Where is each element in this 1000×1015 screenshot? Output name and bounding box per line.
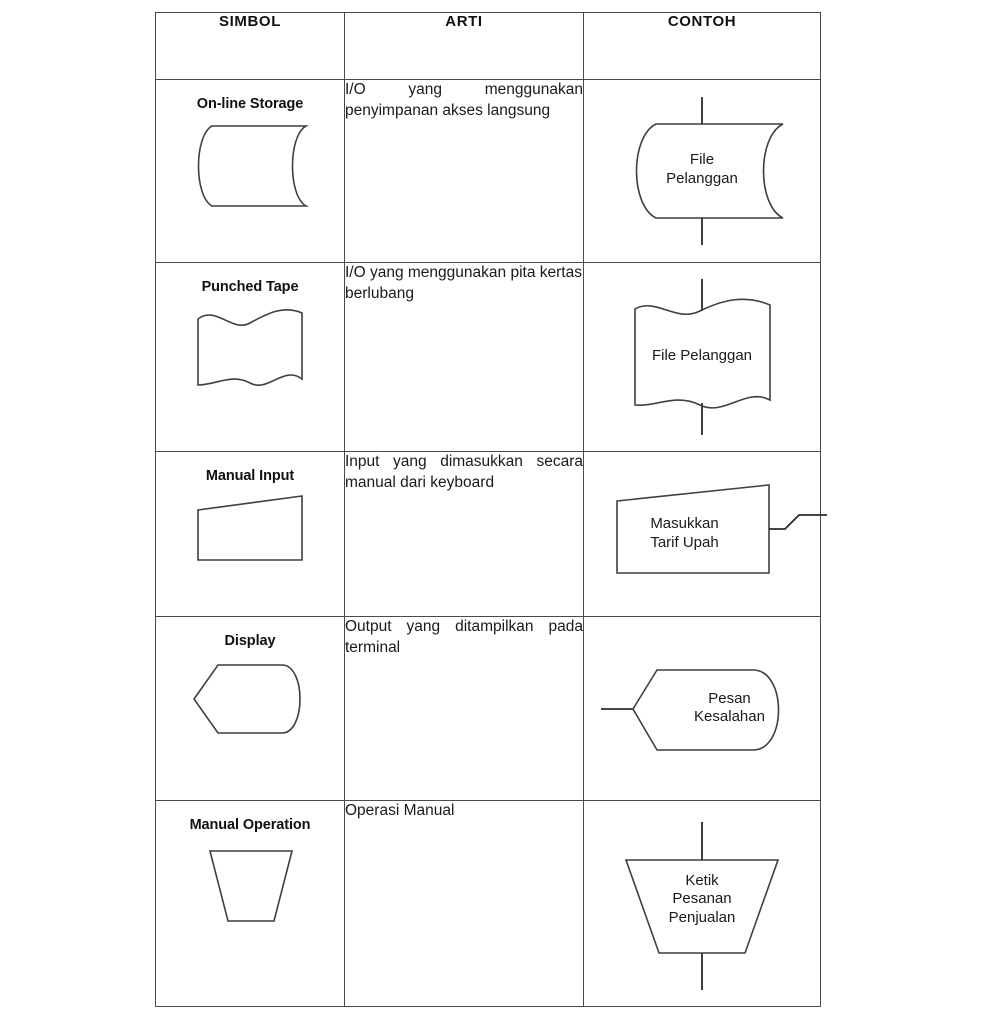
meaning-cell-manual-operation xyxy=(345,801,584,1007)
symbol-cell-online-storage xyxy=(156,80,345,263)
table-row xyxy=(156,263,821,452)
column-header-contoh-label: CONTOH xyxy=(667,13,737,30)
table-row xyxy=(156,617,821,801)
meaning-text: Input yang dimasukkan secara manual dari keyboard xyxy=(345,453,583,491)
table-row xyxy=(156,452,821,617)
column-header-arti-label: ARTI xyxy=(445,13,483,30)
example-label: File Pelanggan xyxy=(651,346,753,364)
example-label: File Pelanggan xyxy=(666,151,738,187)
symbol-name-label: On-line Storage xyxy=(196,96,304,112)
display-icon xyxy=(156,653,344,745)
example-diagram-manual-input xyxy=(584,452,820,616)
symbol-cell-display xyxy=(156,617,345,801)
symbol-cell-punched-tape xyxy=(156,263,345,452)
online-storage-icon xyxy=(156,116,344,216)
example-cell-online-storage xyxy=(584,80,821,263)
example-label: Masukkan Tarif Upah xyxy=(650,515,719,551)
example-diagram-online-storage xyxy=(584,80,820,262)
table-row xyxy=(156,80,821,263)
meaning-cell-display xyxy=(345,617,584,801)
right-zigzag-connector xyxy=(769,515,827,529)
table-header-row xyxy=(156,13,821,80)
meaning-text: Output yang ditampilkan pada terminal xyxy=(345,618,583,656)
example-diagram-display xyxy=(584,617,820,800)
example-diagram-punched-tape xyxy=(584,263,820,451)
punched-tape-icon xyxy=(156,299,344,399)
symbol-name-label: Display xyxy=(224,633,276,649)
meaning-cell-online-storage xyxy=(345,80,584,263)
example-cell-display xyxy=(584,617,821,801)
meaning-text: Operasi Manual xyxy=(345,802,455,819)
symbol-name-label: Punched Tape xyxy=(201,279,299,295)
symbol-name-label: Manual Operation xyxy=(189,817,311,833)
column-header-simbol xyxy=(156,13,345,80)
example-cell-manual-input xyxy=(584,452,821,617)
example-label: Ketik Pesanan Penjualan xyxy=(668,871,736,926)
example-cell-manual-operation xyxy=(584,801,821,1007)
meaning-cell-manual-input xyxy=(345,452,584,617)
table-row xyxy=(156,801,821,1007)
symbol-cell-manual-operation xyxy=(156,801,345,1007)
column-header-arti xyxy=(345,13,584,80)
example-cell-punched-tape xyxy=(584,263,821,452)
example-diagram-manual-operation xyxy=(584,801,820,1006)
column-header-contoh xyxy=(584,13,821,80)
meaning-cell-punched-tape xyxy=(345,263,584,452)
meaning-text: I/O yang menggunakan penyimpanan akses langsung xyxy=(345,81,583,119)
symbol-cell-manual-input xyxy=(156,452,345,617)
manual-operation-icon xyxy=(156,837,344,933)
example-label: Pesan Kesalahan xyxy=(694,689,765,726)
flowchart-symbol-table xyxy=(155,12,821,1007)
meaning-text: I/O yang menggunakan pita kertas berlubang xyxy=(345,264,582,302)
column-header-simbol-label: SIMBOL xyxy=(219,13,281,30)
manual-input-icon xyxy=(156,488,344,570)
symbol-name-label: Manual Input xyxy=(205,468,295,484)
